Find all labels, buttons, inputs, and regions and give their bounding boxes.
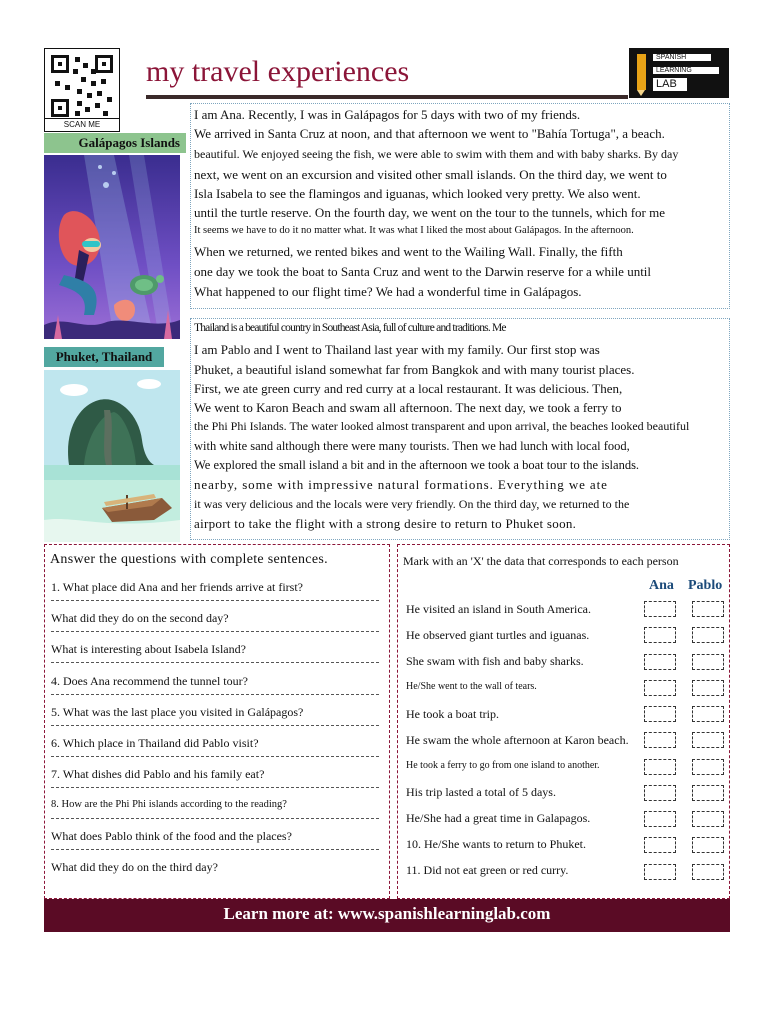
- galapagos-line: Isla Isabela to see the flamingos and iguanas, which looked very pretty. We also went.: [194, 186, 641, 201]
- question-item[interactable]: What did they do on the second day?: [51, 607, 379, 632]
- phuket-label: Phuket, Thailand: [44, 347, 164, 367]
- questions-box: [44, 544, 390, 899]
- mark-row-label: He observed giant turtles and iguanas.: [406, 628, 590, 642]
- pencil-icon: [637, 54, 646, 90]
- pablo-checkbox[interactable]: [692, 654, 724, 670]
- galapagos-line: We arrived in Santa Cruz at noon, and that afternoon we went to "Bahía Tortuga", a beach.: [194, 126, 665, 141]
- mark-row-label: He visited an island in South America.: [406, 602, 591, 616]
- ana-checkbox[interactable]: [644, 654, 676, 670]
- phuket-reading-box: [190, 318, 730, 540]
- question-item[interactable]: 5. What was the last place you visited in Galápagos?: [51, 701, 379, 726]
- galapagos-line: I am Ana. Recently, I was in Galápagos for 5 days with two of my friends.: [194, 107, 581, 122]
- ana-checkbox[interactable]: [644, 706, 676, 722]
- galapagos-line: until the turtle reserve. On the fourth day, we went on the tour to the tunnels, which for me: [194, 205, 666, 220]
- pablo-checkbox[interactable]: [692, 759, 724, 775]
- question-item[interactable]: 6. Which place in Thailand did Pablo visit?: [51, 732, 379, 757]
- question-item[interactable]: What did they do on the third day?: [51, 860, 218, 874]
- mark-row-label: 11. Did not eat green or red curry.: [406, 863, 569, 877]
- ana-checkbox[interactable]: [644, 759, 676, 775]
- mark-row-label: His trip lasted a total of 5 days.: [406, 785, 556, 799]
- mark-row-label: He swam the whole afternoon at Karon beach.: [406, 733, 629, 747]
- spanish-learning-lab-logo[interactable]: [629, 48, 729, 98]
- galapagos-label: Galápagos Islands: [44, 133, 186, 153]
- ana-checkbox[interactable]: [644, 837, 676, 853]
- galapagos-line: When we returned, we rented bikes and went to the Wailing Wall. Finally, the fifth: [194, 244, 623, 259]
- pablo-checkbox[interactable]: [692, 864, 724, 880]
- mark-box: [397, 544, 730, 899]
- question-item[interactable]: 4. Does Ana recommend the tunnel tour?: [51, 670, 379, 695]
- question-item[interactable]: What is interesting about Isabela Island?: [51, 638, 379, 663]
- phuket-line: with white sand although there were many tourists. Then we had lunch with local food,: [194, 439, 630, 453]
- title-divider: [146, 95, 628, 99]
- phuket-line: airport to take the flight with a strong desire to return to Phuket soon.: [194, 516, 577, 531]
- footer-link[interactable]: Learn more at: www.spanishlearninglab.com: [44, 899, 730, 932]
- mark-heading: Mark with an 'X' the data that corresponds to each person: [403, 554, 679, 568]
- pablo-checkbox[interactable]: [692, 785, 724, 801]
- phuket-line: it was very delicious and the locals were very friendly. On the third day, we returned to the: [194, 497, 630, 511]
- mark-row-label: 10. He/She wants to return to Phuket.: [406, 837, 586, 851]
- column-pablo: Pablo: [688, 578, 723, 593]
- phuket-line: We went to Karon Beach and swam all afternoon. The next day, we took a ferry to: [194, 400, 622, 415]
- phuket-line: We explored the small island a bit and in the afternoon we took a boat tour to the islands.: [194, 458, 640, 472]
- pablo-checkbox[interactable]: [692, 811, 724, 827]
- qr-code[interactable]: [44, 48, 120, 132]
- pablo-checkbox[interactable]: [692, 706, 724, 722]
- mark-row-label: He took a ferry to go from one island to another.: [406, 760, 600, 771]
- galapagos-diver-illustration: [44, 155, 180, 339]
- ana-checkbox[interactable]: [644, 601, 676, 617]
- questions-heading: Answer the questions with complete sentences.: [50, 552, 328, 567]
- phuket-island-illustration: [44, 370, 180, 542]
- galapagos-line: It seems we have to do it no matter what. It was what I liked the most about Galápagos. In the afternoon.: [194, 225, 634, 236]
- logo-text-line1: SPANISH: [653, 54, 711, 61]
- pablo-checkbox[interactable]: [692, 732, 724, 748]
- phuket-line: First, we ate green curry and red curry at a local restaurant. It was delicious. Then,: [194, 381, 623, 396]
- question-item[interactable]: What does Pablo think of the food and the places?: [51, 825, 379, 850]
- pablo-checkbox[interactable]: [692, 627, 724, 643]
- phuket-line: I am Pablo and I went to Thailand last year with my family. Our first stop was: [194, 342, 600, 357]
- pablo-checkbox[interactable]: [692, 680, 724, 696]
- mark-row-label: He/She went to the wall of tears.: [406, 681, 537, 692]
- phuket-line: the Phi Phi Islands. The water looked almost transparent and upon arrival, the beaches looked beautiful: [194, 419, 690, 433]
- mark-row-label: He took a boat trip.: [406, 707, 499, 721]
- question-item[interactable]: 7. What dishes did Pablo and his family eat?: [51, 763, 379, 788]
- ana-checkbox[interactable]: [644, 627, 676, 643]
- logo-text-line3: LAB: [653, 78, 687, 91]
- ana-checkbox[interactable]: [644, 732, 676, 748]
- galapagos-line: one day we took the boat to Santa Cruz and went to the Darwin reserve for a while until: [194, 264, 652, 279]
- page-title: my travel experiences: [146, 55, 410, 88]
- mark-row-label: She swam with fish and baby sharks.: [406, 654, 584, 668]
- column-ana: Ana: [649, 578, 674, 593]
- question-item[interactable]: 1. What place did Ana and her friends arrive at first?: [51, 576, 379, 601]
- mark-row-label: He/She had a great time in Galapagos.: [406, 811, 591, 825]
- phuket-line: nearby, some with impressive natural formations. Everything we ate: [194, 477, 608, 492]
- galapagos-line: next, we went on an excursion and visited other small islands. On the third day, we went to: [194, 167, 667, 182]
- phuket-line: Phuket, a beautiful island somewhat far from Bangkok and with many tourist places.: [194, 362, 635, 377]
- ana-checkbox[interactable]: [644, 864, 676, 880]
- galapagos-line: What happened to our flight time? We had a wonderful time in Galápagos.: [194, 284, 582, 299]
- ana-checkbox[interactable]: [644, 811, 676, 827]
- galapagos-line: beautiful. We enjoyed seeing the fish, we were able to swim with them and with baby sharks. By day: [194, 147, 679, 161]
- phuket-line: Thailand is a beautiful country in Southeast Asia, full of culture and traditions. Me: [194, 322, 506, 334]
- logo-text-line2: LEARNING: [653, 67, 719, 74]
- pablo-checkbox[interactable]: [692, 601, 724, 617]
- qr-scan-label: SCAN ME: [45, 118, 119, 131]
- galapagos-reading-box: [190, 103, 730, 309]
- pablo-checkbox[interactable]: [692, 837, 724, 853]
- ana-checkbox[interactable]: [644, 785, 676, 801]
- qr-code-pattern: [51, 55, 113, 117]
- question-item[interactable]: 8. How are the Phi Phi islands according to the reading?: [51, 794, 379, 819]
- ana-checkbox[interactable]: [644, 680, 676, 696]
